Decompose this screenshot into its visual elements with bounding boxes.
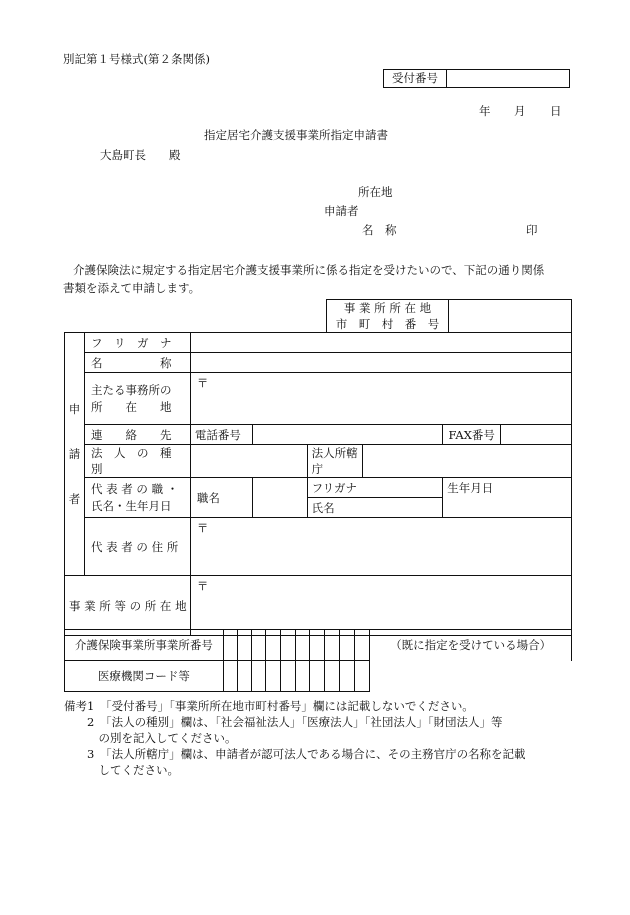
ltc-digit-1[interactable] <box>223 630 237 661</box>
name-field[interactable] <box>190 353 571 373</box>
rep-furigana-label: フリガナ <box>307 478 443 498</box>
med-digit-9[interactable] <box>340 661 355 692</box>
phone-label: 電話番号 <box>190 425 252 445</box>
ltc-digit-8[interactable] <box>325 630 340 661</box>
rep-address-field[interactable] <box>190 518 571 576</box>
note-line-3: の別を記入してください。 <box>64 731 237 745</box>
applicant-name-label: 名 称 <box>362 223 397 237</box>
name-label: 名 称 <box>84 353 190 373</box>
fax-field[interactable] <box>501 425 572 445</box>
municipality-number-box <box>326 299 572 333</box>
main-office-line2: 所 在 地 <box>90 399 172 414</box>
note-line-4: 3 「法人所轄庁」欄は、申請者が認可法人である場合に、その主務官庁の名称を記載 <box>64 747 526 761</box>
birthdate-field[interactable] <box>443 478 572 518</box>
medical-code-label: 医療機関コード等 <box>65 661 224 692</box>
applicant-vertical-label <box>65 333 85 576</box>
furigana-field[interactable] <box>190 333 571 353</box>
ltc-digit-4[interactable] <box>265 630 280 661</box>
phone-field[interactable] <box>252 425 442 445</box>
ltc-digit-2[interactable] <box>237 630 251 661</box>
reception-number-field[interactable] <box>447 70 568 87</box>
main-office-line1: 主たる事務所の <box>90 382 172 397</box>
corp-authority-field[interactable] <box>363 445 572 478</box>
reception-number-box <box>383 69 570 88</box>
form-label: 別記第１号様式(第２条関係) <box>63 52 210 66</box>
med-digit-5[interactable] <box>280 661 295 692</box>
position-label: 職名 <box>190 478 252 518</box>
seal-mark: 印 <box>526 223 538 237</box>
postal-mark: 〒 <box>196 376 209 390</box>
applicant-label: 申請者 <box>324 204 359 218</box>
corp-type-label: 法 人 の 種 別 <box>84 445 190 478</box>
office-address-field[interactable] <box>190 576 571 636</box>
med-digit-1[interactable] <box>223 661 237 692</box>
med-digit-2[interactable] <box>237 661 251 692</box>
reception-number-label: 受付番号 <box>384 70 447 87</box>
ltc-digit-3[interactable] <box>251 630 265 661</box>
municipality-number-label <box>327 300 449 333</box>
ltc-office-number-label: 介護保険事業所事業所番号 <box>65 630 224 661</box>
fax-label: FAX番号 <box>443 425 501 445</box>
notes <box>64 698 570 778</box>
main-office-label <box>84 373 190 425</box>
date-year: 年 <box>479 104 491 118</box>
date-day: 日 <box>550 104 562 118</box>
document-title: 指定居宅介護支援事業所指定申請書 <box>204 128 388 142</box>
applicant-address-label: 所在地 <box>358 185 393 199</box>
ltc-digit-6[interactable] <box>295 630 310 661</box>
rep-name-label: 氏名 <box>307 498 443 518</box>
med-digit-3[interactable] <box>251 661 265 692</box>
municipality-label-line2: 市 町 村 番 号 <box>335 317 440 331</box>
office-address-label: 事 業 所 等 の 所 在 地 <box>65 576 191 636</box>
ltc-digit-10[interactable] <box>355 630 370 661</box>
birthdate-label: 生年月日 <box>447 481 494 495</box>
main-office-field[interactable] <box>190 373 571 425</box>
vertical-char-3: 者 <box>68 491 81 506</box>
vertical-char-2: 請 <box>68 446 81 461</box>
application-table <box>64 332 572 636</box>
date-month: 月 <box>514 104 526 118</box>
corp-type-field[interactable] <box>190 445 307 478</box>
postal-mark: 〒 <box>196 521 209 535</box>
rep-info-label <box>84 478 190 518</box>
contact-label: 連 絡 先 <box>84 425 190 445</box>
med-digit-7[interactable] <box>310 661 325 692</box>
ltc-digit-7[interactable] <box>310 630 325 661</box>
med-digit-10[interactable] <box>355 661 370 692</box>
ltc-digit-9[interactable] <box>340 630 355 661</box>
rep-info-line2: 氏名・生年月日 <box>90 498 172 513</box>
office-number-table <box>64 629 572 692</box>
rep-info-line1: 代 表 者 の 職 ・ <box>90 481 179 496</box>
municipality-label-line1: 事 業 所 所 在 地 <box>343 301 432 315</box>
blank-cell <box>370 661 572 692</box>
body-text-line2: 書類を添えて申請します。 <box>63 281 201 295</box>
corp-authority-label: 法人所轄庁 <box>307 445 363 478</box>
med-digit-6[interactable] <box>295 661 310 692</box>
ltc-digit-5[interactable] <box>280 630 295 661</box>
municipality-number-field[interactable] <box>449 300 571 333</box>
rep-address-label: 代 表 者 の 住 所 <box>84 518 190 576</box>
already-designated-note: （既に指定を受けている場合） <box>370 630 572 661</box>
furigana-label: フ リ ガ ナ <box>84 333 190 353</box>
note-line-1: 備考1 「受付番号」「事業所所在地市町村番号」欄には記載しないでください。 <box>64 699 474 713</box>
note-line-2: 2 「法人の種別」欄は、「社会福祉法人」「医療法人」「社団法人」「財団法人」等 <box>64 715 503 729</box>
row-furigana <box>65 333 572 353</box>
postal-mark: 〒 <box>196 579 209 593</box>
position-field[interactable] <box>252 478 307 518</box>
note-line-5: してください。 <box>64 763 179 777</box>
med-digit-8[interactable] <box>325 661 340 692</box>
vertical-char-1: 申 <box>68 401 81 416</box>
med-digit-4[interactable] <box>265 661 280 692</box>
body-text-line1: 介護保険法に規定する指定居宅介護支援事業所に係る指定を受けたいので、下記の通り関係 <box>73 263 545 277</box>
addressee: 大島町長 殿 <box>100 148 181 162</box>
